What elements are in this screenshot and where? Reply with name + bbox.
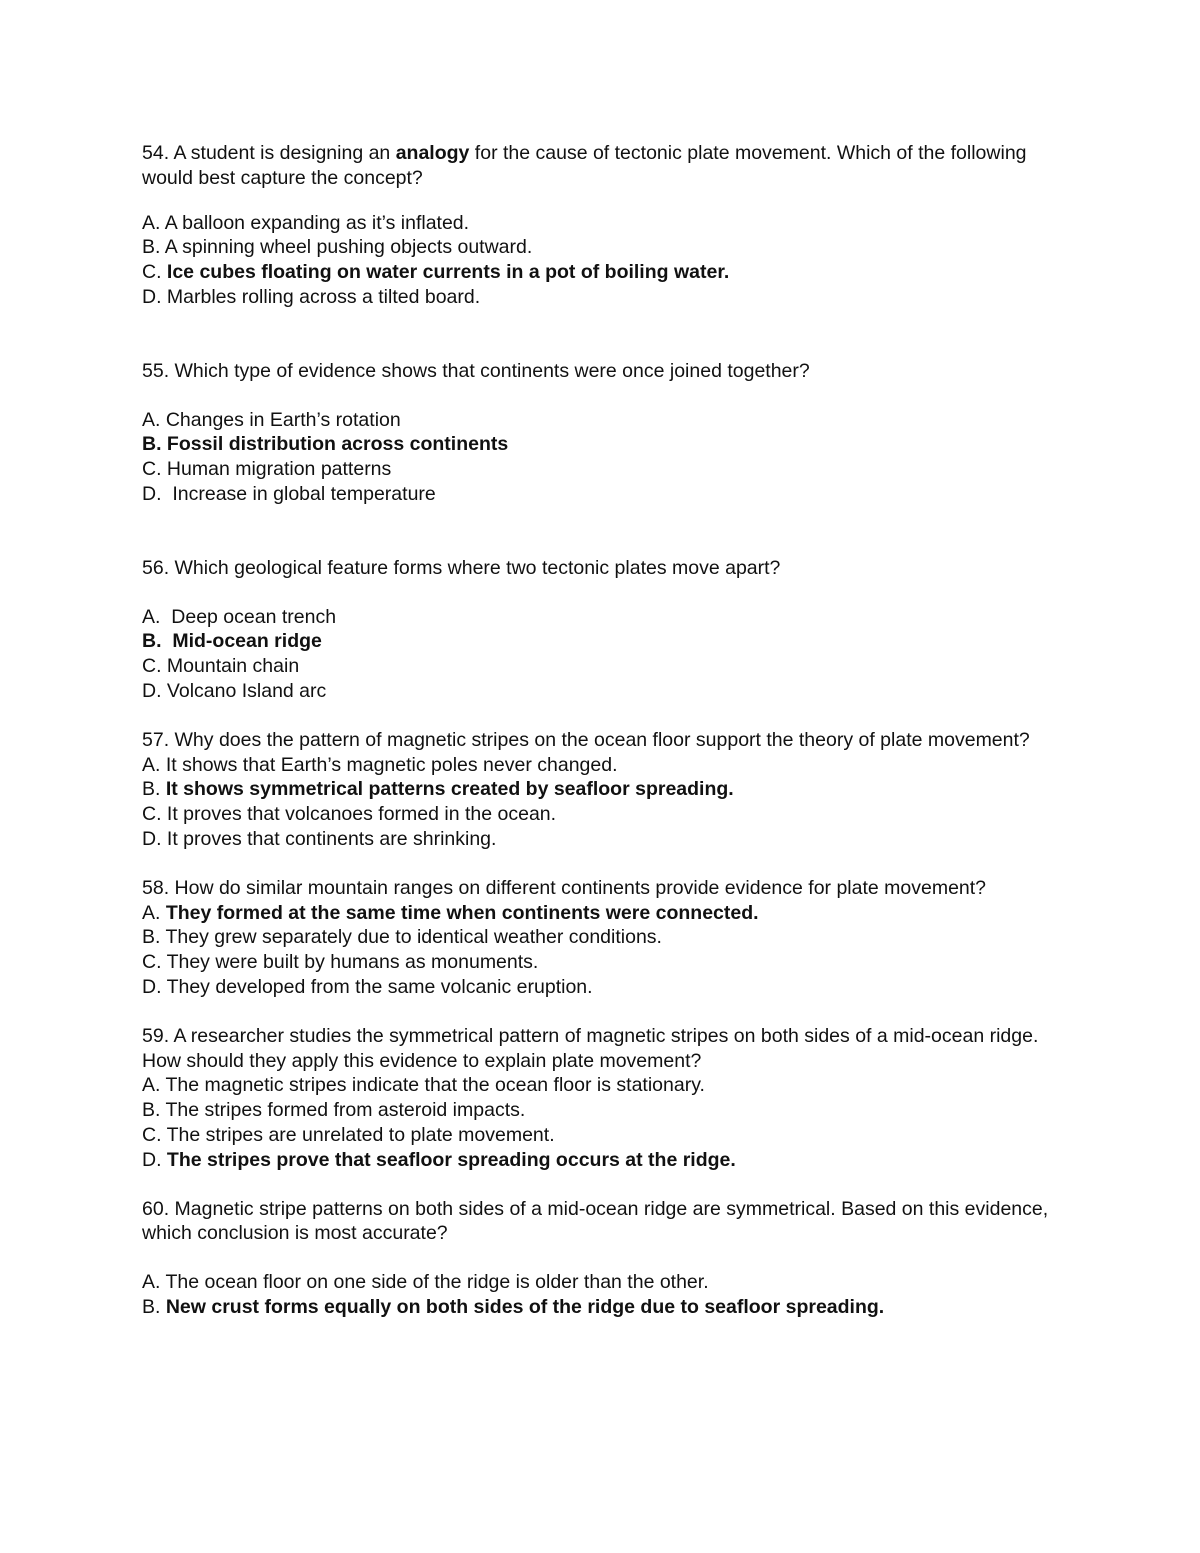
answer-option-c: C. Mountain chain xyxy=(142,655,300,678)
question-stem: 57. Why does the pattern of magnetic stripes on the ocean floor support the theory of plate movement? xyxy=(142,728,1030,751)
answer-option-a: A. It shows that Earth’s magnetic poles never changed. xyxy=(142,753,618,776)
answer-option-d: D. They developed from the same volcanic eruption. xyxy=(142,975,593,998)
answer-option-b-correct: B. It shows symmetrical patterns created by seafloor spreading. xyxy=(142,778,734,801)
answer-option-b-correct: B. Fossil distribution across continents xyxy=(142,433,509,456)
answer-option-c: C. They were built by humans as monuments. xyxy=(142,951,539,974)
question-54 xyxy=(142,141,1062,310)
answer-option-b-correct: B. Mid-ocean ridge xyxy=(142,630,322,653)
emphasized-term: analogy xyxy=(395,142,470,164)
answer-option-a-correct: A. They formed at the same time when continents were connected. xyxy=(142,901,759,924)
question-55 xyxy=(142,359,1062,507)
question-stem: 56. Which geological feature forms where two tectonic plates move apart? xyxy=(142,556,781,579)
question-stem: 55. Which type of evidence shows that continents were once joined together? xyxy=(142,359,810,382)
answer-option-a: A. Changes in Earth’s rotation xyxy=(142,408,401,431)
question-stem: 58. How do similar mountain ranges on different continents provide evidence for plate movement? xyxy=(142,876,987,899)
answer-option-a: A. A balloon expanding as it’s inflated. xyxy=(142,211,470,234)
question-list xyxy=(142,141,1062,1320)
answer-option-c: C. Human migration patterns xyxy=(142,458,392,481)
answer-option-d: D. It proves that continents are shrinking. xyxy=(142,827,497,850)
question-stem: 54. A student is designing an analogy for the cause of tectonic plate movement. Which of the following would best capture the concept? xyxy=(142,142,1027,189)
answer-option-c-correct: C. Ice cubes floating on water currents in a pot of boiling water. xyxy=(142,261,730,284)
answer-option-b-correct: B. New crust forms equally on both sides of the ridge due to seafloor spreading. xyxy=(142,1295,885,1318)
question-57 xyxy=(142,728,1062,852)
answer-option-d: D. Volcano Island arc xyxy=(142,679,327,702)
answer-option-a: A. The ocean floor on one side of the ridge is older than the other. xyxy=(142,1271,709,1294)
answer-option-c: C. The stripes are unrelated to plate movement. xyxy=(142,1123,555,1146)
question-stem: 59. A researcher studies the symmetrical pattern of magnetic stripes on both sides of a mid-ocean ridge. How should they apply this evidence to explain plate movement? xyxy=(142,1024,1039,1072)
answer-option-c: C. It proves that volcanoes formed in the ocean. xyxy=(142,803,557,826)
answer-option-d: D. Marbles rolling across a tilted board. xyxy=(142,285,481,308)
answer-option-a: A. Deep ocean trench xyxy=(142,605,337,628)
question-56 xyxy=(142,556,1062,704)
question-stem: 60. Magnetic stripe patterns on both sides of a mid-ocean ridge are symmetrical. Based on this evidence, which conclusion is most accurate? xyxy=(142,1197,1049,1245)
answer-option-b: B. The stripes formed from asteroid impacts. xyxy=(142,1099,526,1122)
question-60 xyxy=(142,1197,1062,1320)
answer-option-b: B. They grew separately due to identical weather conditions. xyxy=(142,926,662,949)
answer-option-d: D. Increase in global temperature xyxy=(142,482,436,505)
answer-option-a: A. The magnetic stripes indicate that the ocean floor is stationary. xyxy=(142,1074,705,1097)
answer-option-d-correct: D. The stripes prove that seafloor spreading occurs at the ridge. xyxy=(142,1148,736,1171)
question-59 xyxy=(142,1024,1062,1173)
question-58 xyxy=(142,876,1062,1000)
answer-option-b: B. A spinning wheel pushing objects outward. xyxy=(142,236,533,259)
